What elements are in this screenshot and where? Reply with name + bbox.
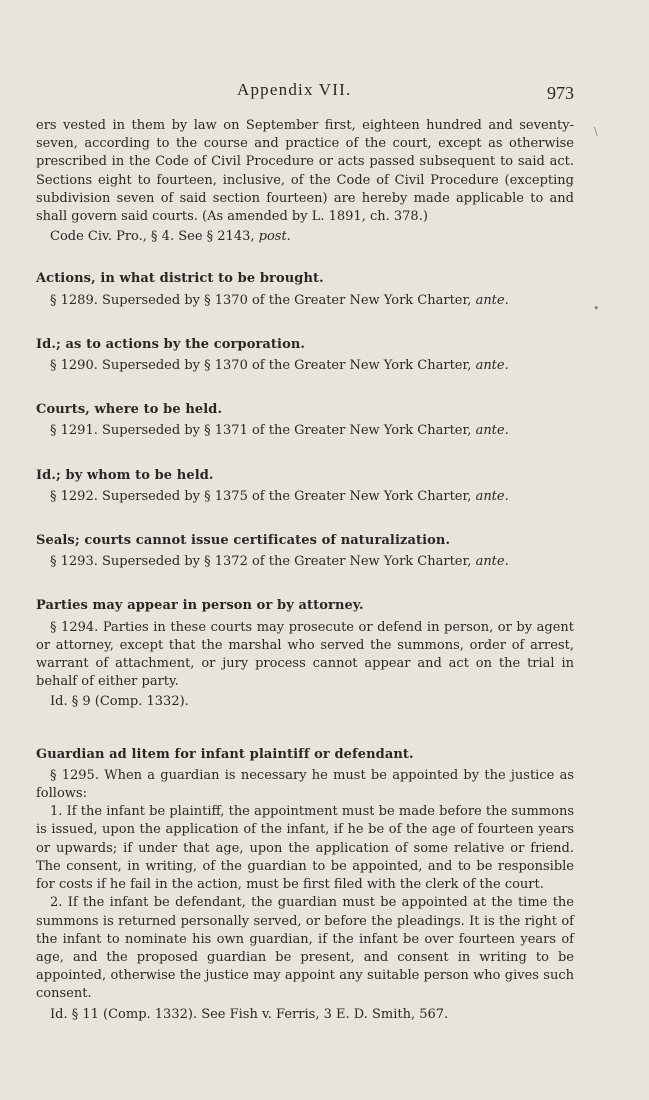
section-entry-1293 [36, 553, 574, 571]
section-entry-1292 [36, 488, 574, 506]
section-entry-1290 [36, 357, 574, 375]
section-entry-ante: ante. [475, 423, 509, 439]
section-entry-text: § 1292. Superseded by § 1375 of the Greater New York Charter, [50, 488, 476, 504]
section-heading-1290: Id.; as to actions by the corporation. [36, 336, 306, 352]
section-heading-1291: Courts, where to be held. [36, 402, 223, 418]
citation-line [36, 228, 574, 246]
section-heading-1292: Id.; by whom to be held. [36, 467, 214, 483]
page-body [36, 117, 574, 1024]
section-entry-ante: ante. [475, 292, 509, 308]
section-text-1294: § 1294. Parties in these courts may prosecute or defend in person, or by agent or attorney, except that the marshal who served the summons, order of arrest, warrant of attachment, or jury process cannot appear and act on the trial in behalf of either party. [36, 619, 574, 690]
section-heading-1295: Guardian ad litem for infant plaintiff or defendant. [36, 746, 414, 762]
section-entry-text: § 1293. Superseded by § 1372 of the Greater New York Charter, [50, 554, 476, 570]
section-entry-ante: ante. [475, 554, 509, 570]
section-entry-text: § 1291. Superseded by § 1371 of the Greater New York Charter, [50, 423, 476, 439]
clause-1: 1. If the infant be plaintiff, the appointment must be made before the summons is issued, upon the application of the infant, if he be of the age of fourteen years or upwards; if under that age, upon the application of some relative or friend. The consent, in writing, of the guardian to be appointed, and to be responsible for costs if he fail in the action, must be first filed with the clerk of the court. [36, 804, 574, 893]
running-header [0, 80, 649, 106]
citation-1295: Id. § 11 (Comp. 1332). See Fish v. Ferris, 3 E. D. Smith, 567. [50, 1006, 449, 1022]
margin-mark: \ [594, 125, 598, 138]
citation-text: Code Civ. Pro., § 4. See § 2143, [50, 229, 259, 245]
section-intro-1295: § 1295. When a guardian is necessary he must be appointed by the justice as follows: [36, 767, 574, 802]
running-title: Appendix VII. [237, 80, 352, 99]
section-heading-1293: Seals; courts cannot issue certificates of naturalization. [36, 533, 451, 549]
citation-1294: Id. § 9 (Comp. 1332). [50, 694, 189, 710]
page-number: 973 [547, 83, 574, 103]
section-entry-1289 [36, 292, 574, 310]
citation-post: post. [258, 229, 291, 245]
clause-2: 2. If the infant be defendant, the guardian must be appointed at the time the summons is returned personally served, or before the pleadings. It is the right of the infant to nominate his own guardian, if the infant be over fourteen years of age, and the proposed guardian be present, and consent in writing to be appointed, otherwise the justice may appoint any suitable person who gives such consent. [36, 895, 574, 1002]
margin-mark: • [593, 302, 600, 315]
section-entry-text: § 1290. Superseded by § 1370 of the Greater New York Charter, [50, 358, 476, 374]
section-heading-1289: Actions, in what district to be brought. [36, 271, 324, 287]
section-entry-1291 [36, 422, 574, 440]
section-entry-text: § 1289. Superseded by § 1370 of the Greater New York Charter, [50, 292, 476, 308]
section-entry-ante: ante. [475, 358, 509, 374]
section-entry-ante: ante. [475, 488, 509, 504]
continued-paragraph: ers vested in them by law on September first, eighteen hundred and seventy-seven, according to the course and practice of the court, except as otherwise prescribed in the Code of Civil Procedure or acts passed subsequent to said act. Sections eight to fourteen, inclusive, of the Code of Civil Procedure (excepting subdivision seven of said section fourteen) are hereby made applicable to and shall govern said courts. (As amended by L. 1891, ch. 378.) [36, 118, 574, 225]
section-heading-1294: Parties may appear in person or by attorney. [36, 598, 364, 614]
